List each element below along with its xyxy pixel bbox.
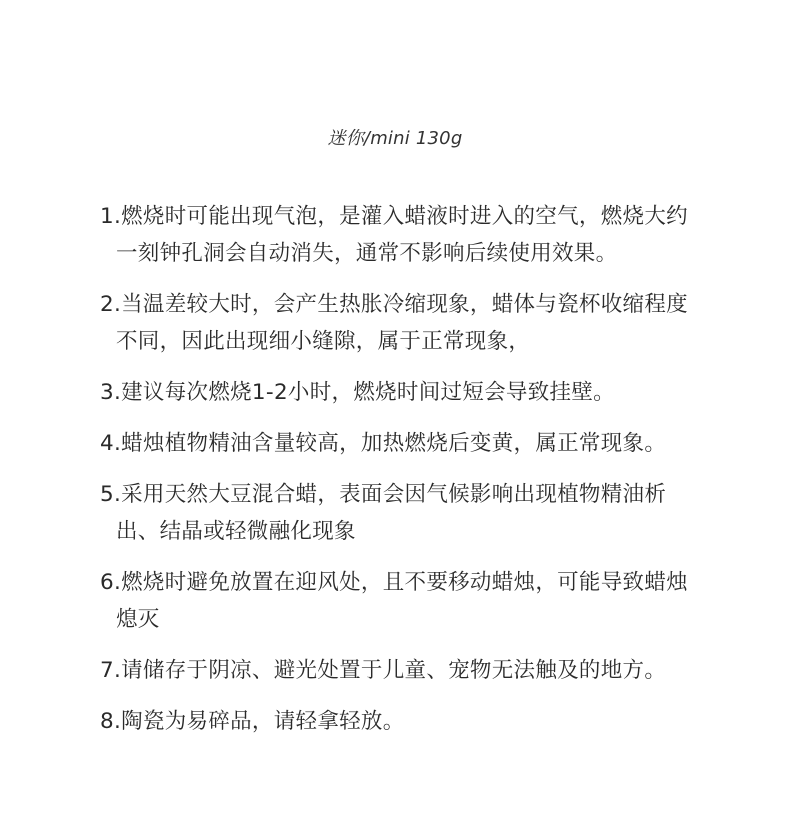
note-item-2: 2.当温差较大时，会产生热胀冷缩现象，蜡体与瓷杯收缩程度不同，因此出现细小缝隙，属于正常现象， bbox=[100, 292, 688, 354]
note-item-4: 4.蜡烛植物精油含量较高，加热燃烧后变黄，属正常现象。 bbox=[100, 431, 667, 456]
usage-notes-list bbox=[100, 198, 690, 754]
product-size-caption: 迷你/mini 130g bbox=[327, 128, 463, 149]
note-item-8: 8.陶瓷为易碎品，请轻拿轻放。 bbox=[100, 709, 405, 734]
note-item-7: 7.请储存于阴凉、避光处置于儿童、宠物无法触及的地方。 bbox=[100, 658, 667, 683]
note-item-6: 6.燃烧时避免放置在迎风处，且不要移动蜡烛，可能导致蜡烛熄灭 bbox=[100, 570, 688, 632]
note-item-3: 3.建议每次燃烧1-2小时，燃烧时间过短会导致挂壁。 bbox=[100, 380, 615, 405]
note-item-1: 1.燃烧时可能出现气泡，是灌入蜡液时进入的空气，燃烧大约一刻钟孔洞会自动消失，通常不影响后续使用效果。 bbox=[100, 204, 688, 266]
note-item-5: 5.采用天然大豆混合蜡，表面会因气候影响出现植物精油析出、结晶或轻微融化现象 bbox=[100, 482, 667, 544]
